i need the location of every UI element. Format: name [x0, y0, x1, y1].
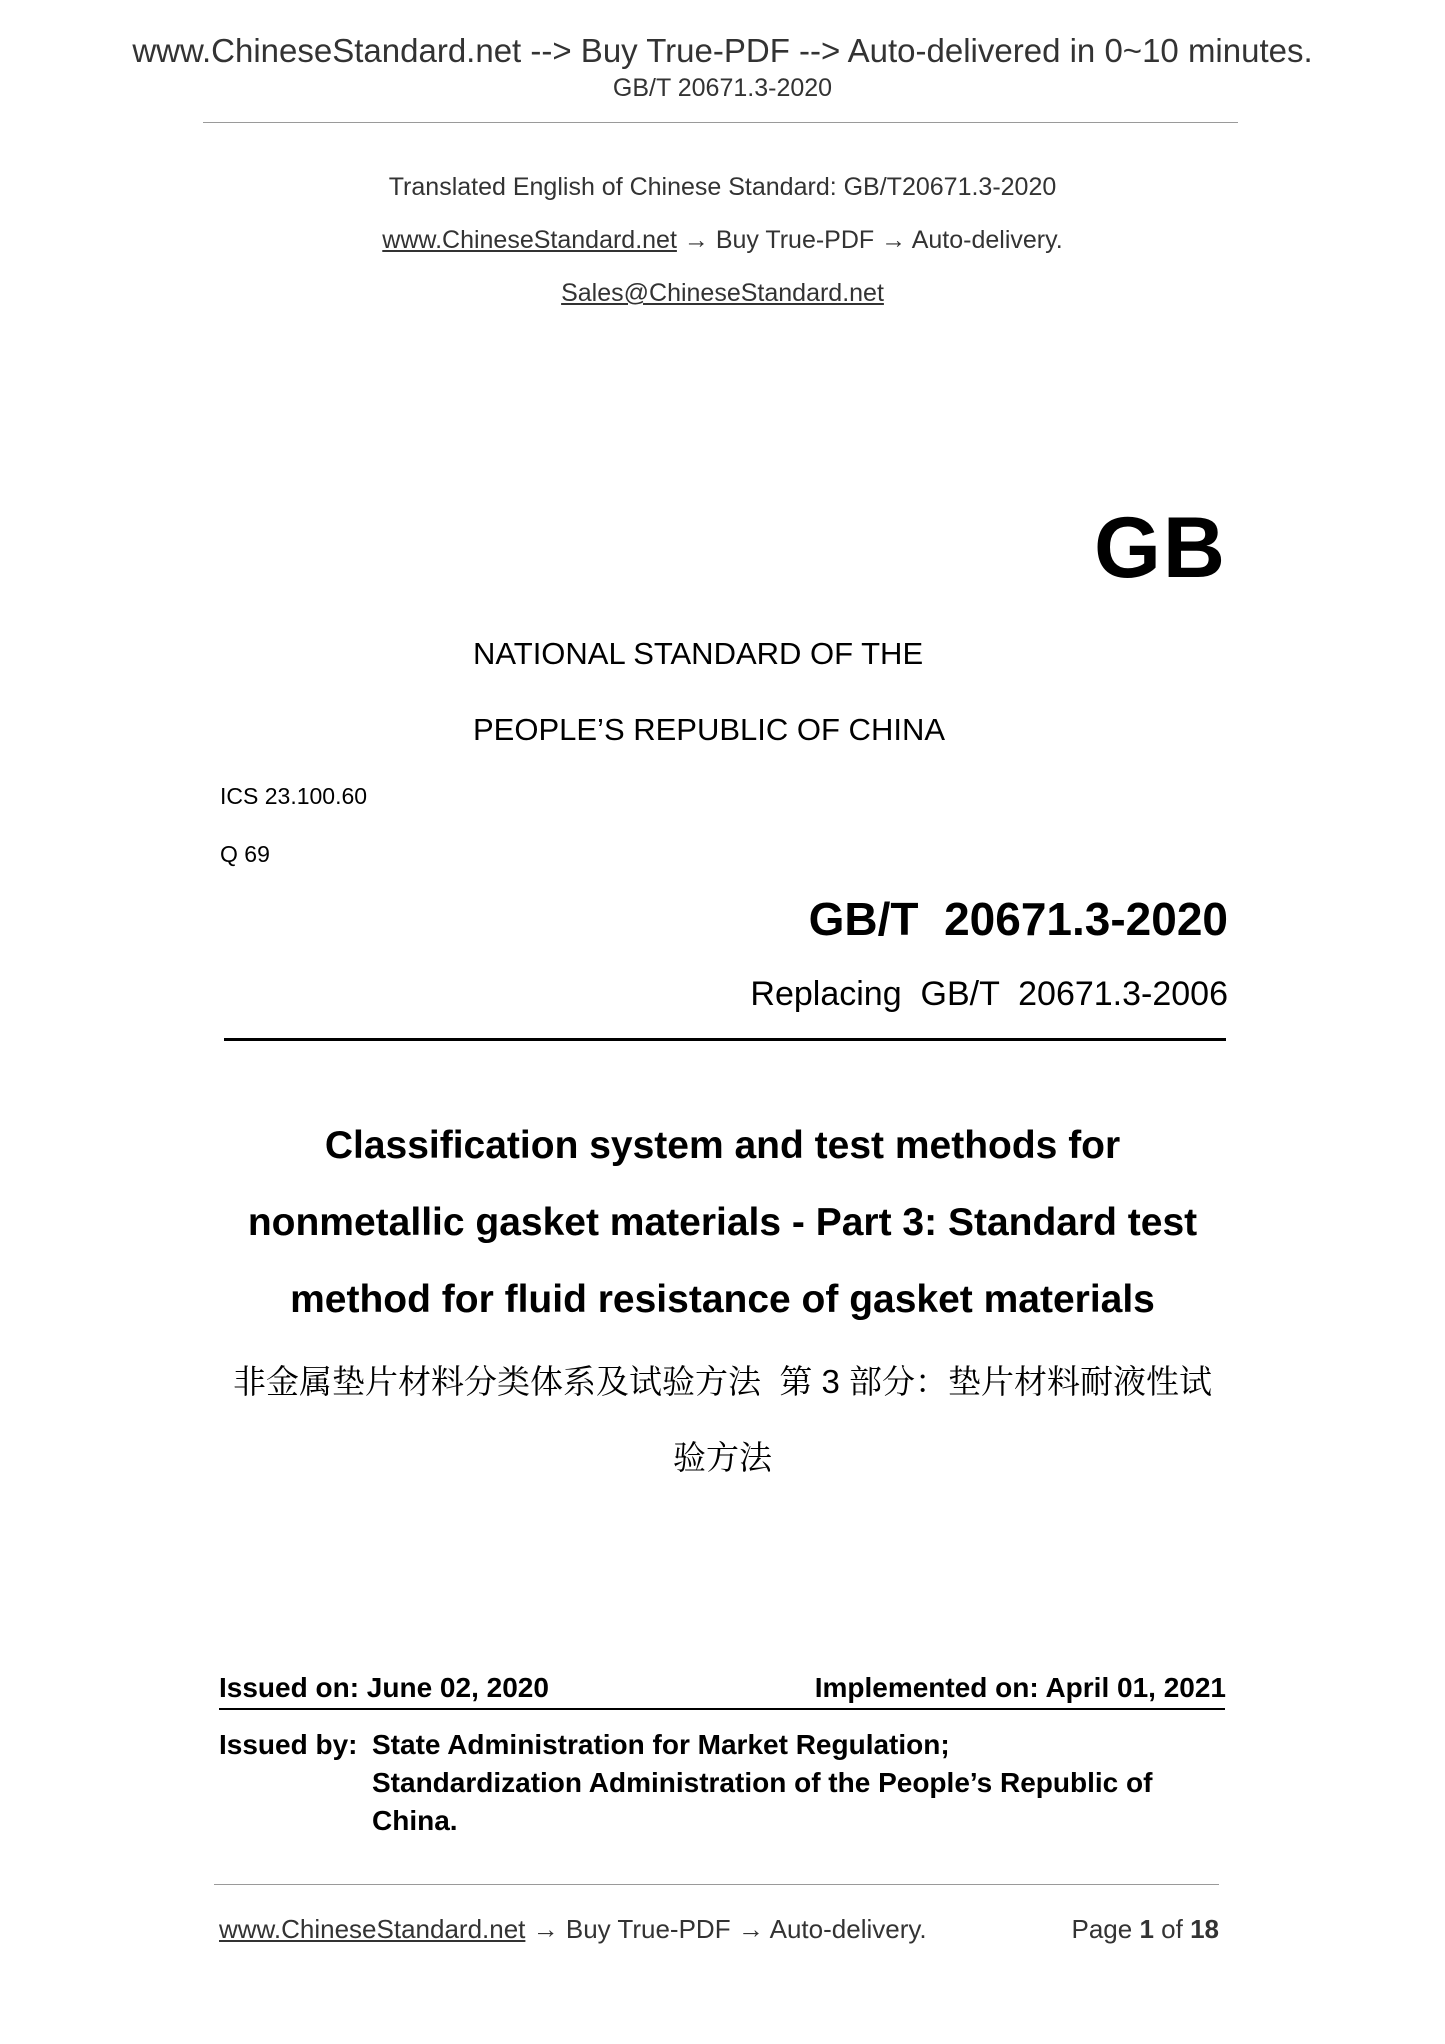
page-label: Page [1071, 1914, 1133, 1944]
implemented-on: Implemented on: April 01, 2021 [814, 1672, 1226, 1703]
footer-divider [214, 1884, 1219, 1885]
issued-by-label: Issued by: [219, 1729, 358, 1760]
footer-delivery-text: Auto-delivery. [769, 1914, 927, 1944]
ccs-code: Q 69 [220, 841, 270, 867]
arrow-right-icon: → [532, 1914, 559, 1944]
delivery-text: Auto-delivery. [911, 226, 1063, 254]
title-divider [224, 1038, 1226, 1041]
footer-buy-text: Buy True-PDF [565, 1914, 731, 1944]
title-en-line-2: nonmetallic gasket materials - Part 3: Standard test [247, 1201, 1198, 1244]
issued-by-line-3: China. [372, 1805, 458, 1836]
page-of: of [1161, 1914, 1183, 1944]
replacing-line: Replacing GB/T 20671.3-2006 [750, 975, 1228, 1013]
standard-number: GB/T 20671.3-2020 [808, 893, 1228, 945]
issued-by-line-1: State Administration for Market Regulation; [372, 1729, 950, 1760]
page-indicator [1071, 1914, 1219, 1945]
page-total: 18 [1190, 1914, 1219, 1944]
header-banner: www.ChineseStandard.net --> Buy True-PDF --> Auto-delivered in 0~10 minutes. [132, 32, 1313, 69]
title-en-line-1: Classification system and test methods for [324, 1124, 1121, 1167]
site-link[interactable]: www.ChineseStandard.net [382, 226, 677, 254]
footer-delivery-line [219, 1914, 927, 1945]
header-doc-id: GB/T 20671.3-2020 [612, 74, 833, 102]
buy-text: Buy True-PDF [715, 226, 875, 254]
ics-code: ICS 23.100.60 [220, 783, 368, 809]
page-current: 1 [1139, 1914, 1154, 1944]
issue-divider [219, 1708, 1225, 1710]
issued-on: Issued on: June 02, 2020 [219, 1672, 549, 1703]
title-cn-line-2: 验方法 [673, 1439, 772, 1476]
translated-line: Translated English of Chinese Standard: GB/T20671.3-2020 [388, 173, 1057, 201]
email-row [0, 279, 1445, 308]
intro-delivery-line [0, 226, 1445, 255]
national-line-1: NATIONAL STANDARD OF THE [473, 636, 924, 671]
issued-by-line-2: Standardization Administration of the People’s Republic of [372, 1767, 1153, 1798]
arrow-right-icon: → [881, 226, 907, 254]
gb-logo: GB [1094, 500, 1227, 596]
title-cn-line-1: 非金属垫片材料分类体系及试验方法 第 3 部分：垫片材料耐液性试 [232, 1363, 1213, 1400]
title-en-line-3: method for fluid resistance of gasket materials [290, 1278, 1155, 1321]
arrow-right-icon: → [683, 226, 709, 254]
national-line-2: PEOPLE’S REPUBLIC OF CHINA [473, 712, 946, 747]
arrow-right-icon: → [737, 1914, 764, 1944]
header-divider [203, 122, 1238, 123]
footer-site-link[interactable]: www.ChineseStandard.net [219, 1914, 526, 1944]
email-link[interactable]: Sales@ChineseStandard.net [561, 279, 884, 307]
